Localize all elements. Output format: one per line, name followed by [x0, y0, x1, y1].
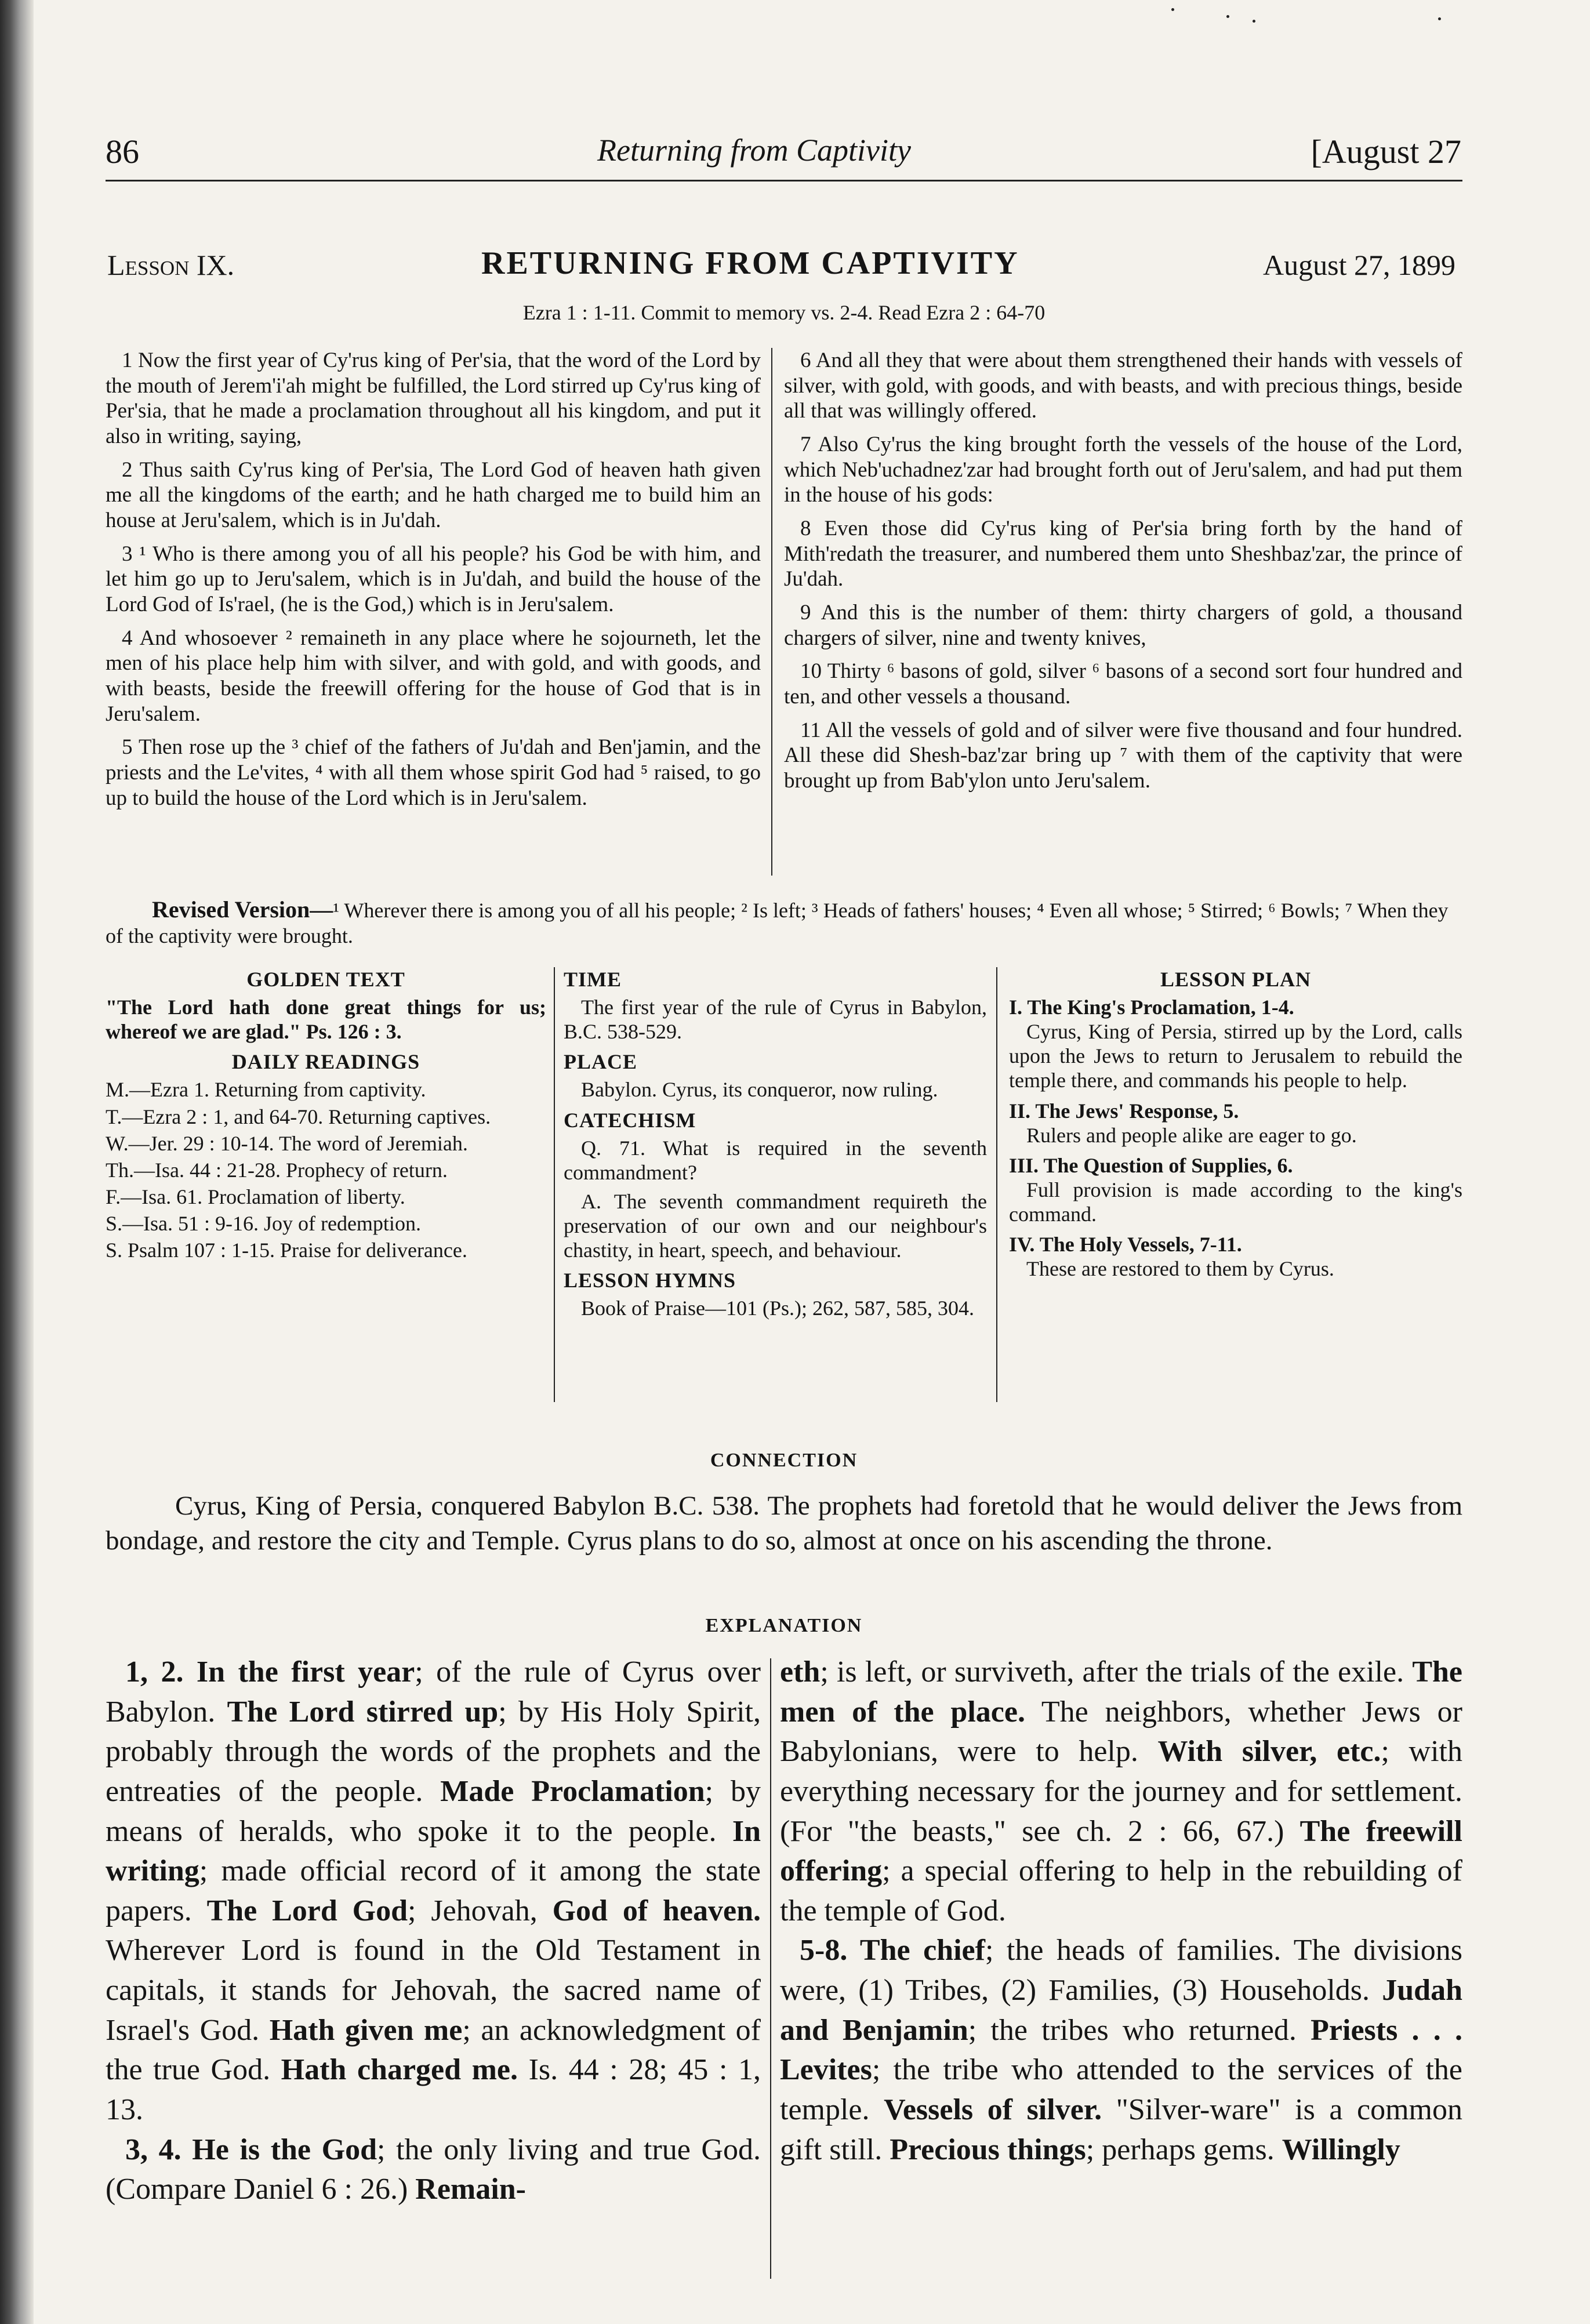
scripture-right-column	[784, 348, 1462, 802]
scanned-page-binding-edge	[0, 0, 34, 2324]
page-number: 86	[106, 133, 139, 170]
explanation-term: Remain-	[415, 2173, 526, 2206]
lesson-plan-column	[1009, 967, 1462, 1281]
lesson-title: RETURNING FROM CAPTIVITY	[481, 245, 1019, 281]
explanation-column-divider	[770, 1658, 771, 2279]
reading-monday: M.—Ezra 1. Returning from captivity.	[106, 1078, 426, 1102]
time-place-catechism-column	[564, 967, 987, 1320]
lesson-number: Lesson IX.	[107, 249, 235, 281]
explanation-gloss: ; perhaps gems.	[1086, 2133, 1282, 2166]
explanation-term: Hath given me	[269, 2013, 463, 2047]
plan-item-1-text: Cyrus, King of Persia, stirred up by the Lord, calls upon the Jews to return to Jerusalem to rebuild the temple there, and commands his people to help.	[1009, 1020, 1462, 1092]
verse-2: 2 Thus saith Cy'rus king of Per'sia, The Lord God of heaven hath given me all the kingdoms of the earth; and he hath charged me to build him an house at Jeru'salem, which is in Ju'dah.	[106, 457, 761, 532]
divider-right	[996, 967, 997, 1402]
explanation-gloss: Wherever Lord is found in the Old Testament in capitals, it stands for Jehovah, the sacred name of Israel's God.	[106, 1934, 761, 2047]
scripture-column-divider	[771, 348, 772, 876]
explanation-gloss: ; is left, or surviveth, after the trials of the exile.	[820, 1655, 1413, 1688]
explanation-term: Priests . . . Levites	[780, 2013, 1462, 2087]
time-text: The first year of the rule of Cyrus in Babylon, B.C. 538-529.	[564, 996, 987, 1044]
explanation-gloss: ; Jehovah,	[408, 1894, 553, 1927]
header-date: [August 27	[1311, 133, 1461, 170]
explanation-term: The Lord stirred up	[227, 1695, 499, 1729]
verse-4: 4 And whosoever ² remaineth in any place where he sojourneth, let the men of his place help him with silver, and with gold, and with goods, and with beasts, beside the freewill offering for the house of God that is in Jeru'salem.	[106, 626, 761, 726]
scan-speck	[1171, 8, 1174, 11]
catechism-answer: A. The seventh commandment requireth the preservation of our own and our neighbour's chastity, in heart, speech, and behaviour.	[564, 1189, 987, 1262]
plan-item-2-title: II. The Jews' Response, 5.	[1009, 1099, 1239, 1123]
plan-item-4-text: These are restored to them by Cyrus.	[1026, 1257, 1334, 1281]
scan-speck	[1438, 17, 1441, 20]
verse-1: 1 Now the first year of Cy'rus king of Per'sia, that the word of the Lord by the mouth of Jerem'i'ah might be fulfilled, the Lord stirred up Cy'rus king of Per'sia, that he made a proclamation throughout all his kingdom, and put it also in writing, saying,	[106, 348, 761, 448]
explanation-gloss: ; with everything necessary for the journey and for settlement. (For "the beasts," see ch. 2 : 66, 67.)	[780, 1735, 1462, 1848]
lesson-date: August 27, 1899	[1263, 249, 1455, 281]
reading-thursday: Th.—Isa. 44 : 21-28. Prophecy of return.	[106, 1158, 448, 1182]
explanation-gloss: The neighbors, whether Jews or Babylonians, were to help.	[780, 1695, 1462, 1769]
explanation-gloss: ; by means of heralds, who spoke it to the people.	[106, 1774, 761, 1848]
reading-saturday: S.—Isa. 51 : 9-16. Joy of redemption.	[106, 1211, 421, 1235]
daily-readings-heading: DAILY READINGS	[231, 1050, 420, 1074]
explanation-gloss: ; the only living and true God. (Compare Daniel 6 : 26.)	[106, 2133, 761, 2206]
explanation-gloss: ; made official record of it among the state papers.	[106, 1854, 761, 1927]
plan-item-4-title: IV. The Holy Vessels, 7-11.	[1009, 1233, 1242, 1257]
explanation-gloss: ; an acknowledgment of the true God.	[106, 2013, 761, 2087]
explanation-left-column	[106, 1653, 761, 2210]
plan-item-3-title: III. The Question of Supplies, 6.	[1009, 1153, 1293, 1177]
plan-item-3-text: Full provision is made according to the king's command.	[1009, 1178, 1462, 1226]
explanation-remaineth	[780, 1653, 1462, 1931]
explanation-term: God of heaven.	[552, 1894, 761, 1927]
explanation-right-column	[780, 1653, 1462, 2170]
explanation-gloss: "Silver-ware" is a common gift still.	[780, 2093, 1462, 2166]
plan-item-2-text: Rulers and people alike are eager to go.	[1026, 1123, 1357, 1147]
explanation-term: In writing	[106, 1814, 761, 1888]
running-title: Returning from Captivity	[597, 133, 911, 168]
place-text: Babylon. Cyrus, its conqueror, now ruling.	[581, 1078, 938, 1102]
connection-text: Cyrus, King of Persia, conquered Babylon B.C. 538. The prophets had foretold that he would deliver the Jews from bondage, and restore the city and Temple. Cyrus plans to do so, almost at once on his ascending the throne.	[106, 1491, 1462, 1556]
explanation-term: Willingly	[1282, 2133, 1400, 2166]
lesson-hymns-text: Book of Praise—101 (Ps.); 262, 587, 585, 304.	[581, 1297, 974, 1320]
lesson-plan-heading: LESSON PLAN	[1160, 968, 1312, 991]
explanation-gloss: ; by His Holy Spirit, probably through the words of the prophets and the entreaties of the people.	[106, 1695, 761, 1808]
explanation-gloss: ; the tribes who returned.	[968, 2013, 1311, 2047]
explanation-term: The freewill offering	[780, 1814, 1462, 1888]
scan-speck	[1253, 20, 1255, 23]
plan-item-1-title: I. The King's Proclamation, 1-4.	[1009, 996, 1294, 1019]
verse-11: 11 All the vessels of gold and of silver were five thousand and four hundred. All these did Shesh-baz'zar bring up ⁷ with them of the captivity that were brought up from Bab'ylon unto Jeru'salem.	[784, 718, 1462, 793]
scripture-reference: Ezra 1 : 1-11. Commit to memory vs. 2-4. Read Ezra 2 : 64-70	[522, 301, 1046, 324]
connection-heading: CONNECTION	[710, 1450, 858, 1471]
reading-friday: F.—Isa. 61. Proclamation of liberty.	[106, 1185, 405, 1208]
catechism-question: Q. 71. What is required in the seventh commandment?	[564, 1136, 987, 1184]
golden-text-and-readings-column	[106, 967, 546, 1265]
scan-speck	[1226, 15, 1229, 18]
explanation-gloss: ; of the rule of Cyrus over Babylon.	[106, 1655, 761, 1729]
explanation-gloss: ; a special offering to help in the rebuilding of the temple of God.	[780, 1854, 1462, 1927]
verse-7: 7 Also Cy'rus the king brought forth the vessels of the house of the Lord, which Neb'uchadnez'zar had brought forth out of Jeru'salem, and had put them in the house of his gods:	[784, 432, 1462, 507]
explanation-verses-5-8	[780, 1931, 1462, 2170]
explanation-gloss: ; the heads of families. The divisions were, (1) Tribes, (2) Families, (3) Households.	[780, 1934, 1462, 2007]
explanation-verses-3-4	[106, 2130, 761, 2210]
golden-text-heading: GOLDEN TEXT	[246, 968, 405, 991]
verse-3: 3 ¹ Who is there among you of all his people? his God be with him, and let him go up to Jeru'salem, which is in Ju'dah, and build the house of the Lord God of Is'rael, (he is the God,) which is in Jeru'salem.	[106, 542, 761, 616]
explanation-verses-1-2	[106, 1653, 761, 2130]
verse-9: 9 And this is the number of them: thirty chargers of gold, a thousand chargers of silver, nine and twenty knives,	[784, 600, 1462, 650]
explanation-gloss: Is. 44 : 28; 45 : 1, 13.	[106, 2053, 761, 2126]
divider-left	[554, 967, 555, 1402]
explanation-term: 1, 2. In the first year	[125, 1655, 415, 1688]
explanation-term: With silver, etc.	[1157, 1735, 1381, 1769]
verse-6: 6 And all they that were about them strengthened their hands with vessels of silver, with gold, with goods, and with beasts, and with precious things, beside all that was willingly offered.	[784, 348, 1462, 423]
header-rule	[106, 180, 1462, 181]
explanation-term: eth	[780, 1655, 821, 1688]
revised-version-label: Revised Version—	[152, 896, 333, 923]
scripture-left-column	[106, 348, 761, 819]
golden-text: "The Lord hath done great things for us; whereof we are glad." Ps. 126 : 3.	[106, 996, 546, 1044]
reading-sabbath: S. Psalm 107 : 1-15. Praise for deliverance.	[106, 1239, 467, 1262]
revised-version-text: ¹ Wherever there is among you of all his people; ² Is left; ³ Heads of fathers' houses; ⁴ Even all whose; ⁵ Stirred; ⁶ Bowls; ⁷ When they of the captivity were brought.	[106, 899, 1449, 947]
explanation-heading: EXPLANATION	[705, 1615, 863, 1636]
catechism-heading: CATECHISM	[564, 1108, 696, 1132]
explanation-term: Made Proclamation	[440, 1774, 705, 1808]
explanation-term: Judah and Benjamin	[780, 1974, 1462, 2047]
explanation-term: Vessels of silver.	[884, 2093, 1102, 2126]
explanation-term: Hath charged me.	[281, 2053, 518, 2087]
verse-5: 5 Then rose up the ³ chief of the fathers of Ju'dah and Ben'jamin, and the priests and the Le'vites, ⁴ with all them whose spirit God had ⁵ raised, to go up to build the house of the Lord which is in Jeru'salem.	[106, 735, 761, 810]
reading-wednesday: W.—Jer. 29 : 10-14. The word of Jeremiah.	[106, 1131, 468, 1155]
explanation-term: 5-8. The chief	[800, 1934, 985, 1967]
explanation-term: Precious things	[890, 2133, 1086, 2166]
time-heading: TIME	[564, 968, 622, 991]
verse-8: 8 Even those did Cy'rus king of Per'sia bring forth by the hand of Mith'redath the treasurer, and numbered them unto Sheshbaz'zar, the prince of Ju'dah.	[784, 516, 1462, 591]
verse-10: 10 Thirty ⁶ basons of gold, silver ⁶ basons of a second sort four hundred and ten, and other vessels a thousand.	[784, 659, 1462, 709]
revised-version-note	[106, 896, 1462, 949]
reading-tuesday: T.—Ezra 2 : 1, and 64-70. Returning captives.	[106, 1105, 491, 1128]
lesson-hymns-heading: LESSON HYMNS	[564, 1269, 736, 1292]
explanation-term: 3, 4. He is the God	[125, 2133, 377, 2166]
explanation-gloss: ; the tribe who attended to the services of the temple.	[780, 2053, 1462, 2126]
explanation-term: The Lord God	[206, 1894, 408, 1927]
explanation-term: The men of the place.	[780, 1655, 1462, 1729]
place-heading: PLACE	[564, 1050, 638, 1074]
